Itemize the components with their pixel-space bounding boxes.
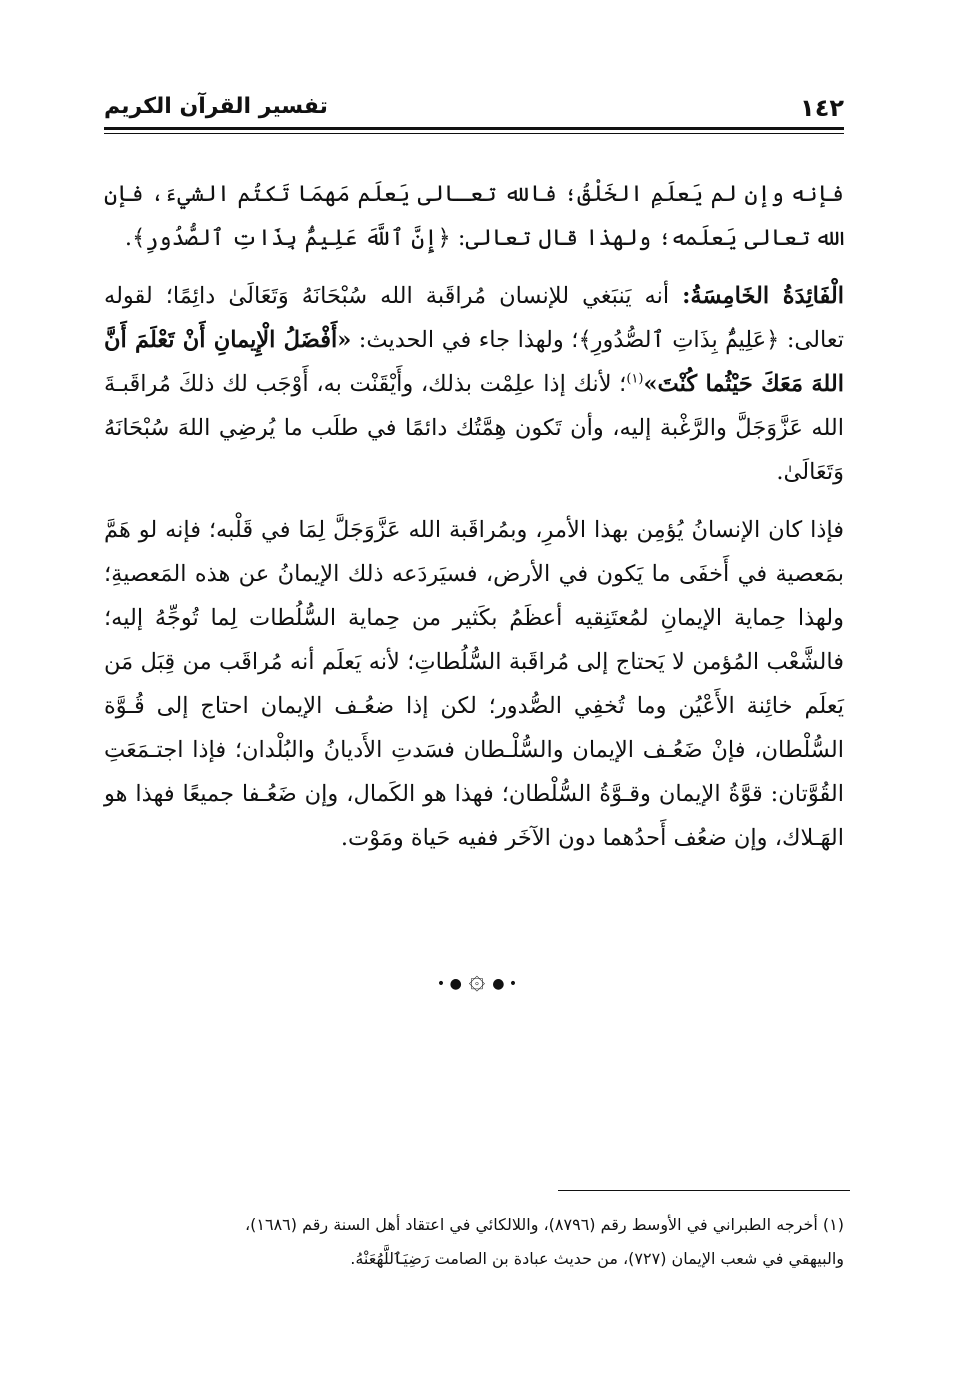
quran-verse-2: ﴿عَلِيمٌۢ بِذَاتِ ٱلصُّدُورِ﴾: [578, 327, 780, 353]
header-rule-thin: [104, 133, 844, 134]
paragraph-2: [104, 274, 844, 494]
section-end-ornament: [0, 962, 954, 995]
paragraph-2-text-b: ؛ ولهذا جاء في الحديث:: [351, 327, 579, 353]
page-header: [104, 92, 844, 132]
footnote-1-line-2: [104, 1242, 844, 1276]
footnote-1-line-2-end: .: [350, 1249, 356, 1268]
paragraph-2-text-a: أنه يَنبَغي للإنسان مُراقَبة الله سُبْحَانَهُ وَتَعَالَىٰ دائِمًا؛ لقوله تعالى:: [104, 283, 844, 353]
paragraph-1-text-a: فإنه وإن لم يَعلَمِ الخَلْقُ؛ فالله تعـالى يَعلَم مَهمَا تَكتُم الشيءَ، فإن الله تعالى يَعلَمه؛ ولهذا قال تعالى:: [104, 181, 844, 251]
paragraph-3: فإذا كان الإنسانُ يُؤمِن بهذا الأمرِ، وبمُراقَبة الله عَزَّوَجَلَّ لِمَا في قَلْبه؛ فإنه لو هَمَّ بمَعصية في أَخفَى ما يَكون في الأرض، فسيَردَعه ذلك الإيمانُ عن هذه المَعصيةِ؛ ولهذا حِماية الإيمانِ لمُعتَنِقيه أعظَمُ بكَثير من حِماية السُّلُطات لِما تُوجِّهُ إليه؛ فالشَّعْب المُؤمن لا يَحتاج إلى مُراقَبة السُّلُطاتِ؛ لأنه يَعلَم أنه مُراقَب من قِبَل مَن يَعلَم خائِنة الأَعْيُن وما تُخفِي الصُّدور؛ لكن إذا ضعُـف الإيمان احتاج إلى قُـوَّة السُّلْطان، فإنْ ضَعُـف الإيمان والسُّلْـطان فسَدتِ الأَديانُ والبُلْدان؛ فإذا اجتـمَعَتِ القُوَّتان: قوَّةُ الإيمان وقـوَّةُ السُّلْطان؛ فهذا هو الكَمال، وإن ضَعُـفا جميعًا فهذا هو الهَـلاك، وإن ضعُف أَحدُهما دون الآخَر ففيه حَياة ومَوْت.: [104, 517, 844, 851]
footnote-1-line-1: (١) أخرجه الطبراني في الأوسط رقم (٨٧٩٦)، واللالكائي في اعتقاد أهل السنة رقم (١٦٨٦)،: [244, 1215, 844, 1234]
ornament-dots-right: ● •: [492, 976, 518, 992]
footnotes: [104, 1208, 844, 1276]
header-rule: [104, 127, 844, 130]
footnote-1-line-2-text: والبيهقي في شعب الإيمان (٧٢٧)، من حديث عبادة بن الصامت: [429, 1249, 844, 1268]
honorific: رَضِيَٱللَّهُعَنْهُ: [355, 1249, 430, 1268]
paragraph-1-text-b: .: [124, 225, 133, 251]
ornament-dots-left: • ●: [436, 976, 462, 992]
hadith-quote: «أَفْضَلُ الْإِيمانِ أَنْ تَعْلَمَ أَنَّ اللهَ مَعَكَ حَيْثُما كُنْتَ»: [104, 327, 844, 397]
footnote-reference: (١): [626, 371, 644, 387]
page-number: ١٤٢: [800, 94, 844, 122]
footnote-separator: [558, 1190, 850, 1191]
ornament-flower-icon: ۞: [468, 962, 486, 995]
paragraph-1: [104, 172, 844, 260]
paragraph-2-text-c: ؛ لأنك إذا علِمْت بذلك، وأَيْقَنْت به، أَوْجَب لك ذلكَ مُراقَبـةَ الله عَزَّوَجَلَّ والرَّغْبة إليه، وأن تَكون هِمَّتُك دائمًا في طلَب ما يُرضِي اللهَ سُبْحَانَهُ وَتَعَالَىٰ.: [104, 371, 844, 485]
running-title: تفسير القرآن الكريم: [104, 94, 328, 119]
quran-verse-1: ﴿إِنَّ ٱللَّهَ عَلِيمٌۢ بِذَاتِ ٱلصُّدُورِ﴾: [132, 225, 451, 251]
main-text: [104, 172, 844, 874]
section-lead-heading: الْفَائِدَةُ الخَامِسَةُ:: [682, 283, 844, 309]
